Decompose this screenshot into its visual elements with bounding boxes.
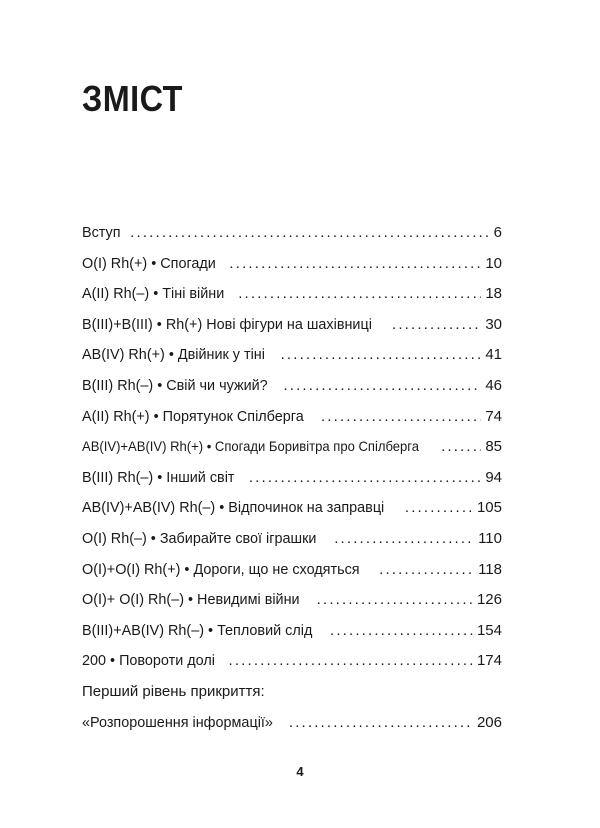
toc-entry-page: 10 bbox=[485, 254, 502, 272]
toc-entry-title: AB(IV)+AB(IV) Rh(–) • Відпочинок на заправці bbox=[82, 499, 385, 517]
toc-dot-leader bbox=[392, 310, 481, 341]
page-number: 4 bbox=[296, 764, 304, 779]
toc-entry-page: 174 bbox=[476, 652, 502, 670]
toc-entry-page: 110 bbox=[478, 529, 502, 547]
toc-entry-page: 18 bbox=[485, 285, 502, 303]
toc-entry-title: «Розпорошення інформації» bbox=[82, 713, 273, 731]
toc-dot-leader bbox=[281, 340, 482, 371]
toc-dot-leader bbox=[229, 249, 481, 280]
toc-entry-title: A(II) Rh(+) • Порятунок Спілберга bbox=[82, 407, 304, 425]
toc-entry bbox=[82, 402, 502, 433]
toc-entry bbox=[82, 463, 502, 494]
toc-entry-page: 206 bbox=[476, 713, 502, 731]
toc-entry bbox=[82, 524, 502, 555]
toc-entry bbox=[82, 371, 502, 402]
toc-dot-leader bbox=[334, 524, 474, 555]
toc-entry bbox=[82, 616, 502, 647]
toc-entry-page: 126 bbox=[476, 591, 502, 609]
toc-dot-leader bbox=[330, 616, 473, 647]
table-of-contents bbox=[82, 218, 502, 738]
toc-entry-title: A(II) Rh(–) • Тіні війни bbox=[82, 285, 225, 303]
toc-entry bbox=[82, 218, 502, 249]
toc-entry-title: B(III) Rh(–) • Свій чи чужий? bbox=[82, 376, 268, 394]
toc-entry-title: Вступ bbox=[82, 224, 121, 241]
toc-entry-page: 41 bbox=[485, 346, 502, 364]
toc-dot-leader bbox=[249, 463, 481, 494]
toc-entry bbox=[82, 493, 502, 524]
toc-entry-title: O(I) Rh(+) • Спогади bbox=[82, 254, 216, 272]
page-title: ЗМІСТ bbox=[82, 78, 183, 119]
toc-entry-title: 200 • Повороти долі bbox=[82, 652, 215, 670]
toc-dot-leader bbox=[405, 493, 473, 524]
toc-entry bbox=[82, 249, 502, 280]
toc-entry-page: 154 bbox=[476, 621, 502, 639]
toc-entry-heading-line: Перший рівень прикриття: bbox=[82, 682, 265, 700]
toc-entry-title: B(III) Rh(–) • Інший світ bbox=[82, 468, 235, 486]
toc-dot-leader bbox=[441, 432, 481, 463]
toc-dot-leader bbox=[289, 708, 473, 739]
toc-entry bbox=[82, 310, 502, 341]
toc-dot-leader bbox=[229, 646, 473, 677]
toc-entry-page: 118 bbox=[478, 560, 502, 578]
toc-entry-page: 74 bbox=[485, 407, 502, 425]
toc-entry bbox=[82, 432, 502, 463]
toc-entry-title: B(III)+B(III) • Rh(+) Нові фігури на шахівниці bbox=[82, 315, 372, 333]
toc-dot-leader bbox=[238, 279, 481, 310]
toc-entry-title: AB(IV) Rh(+) • Двійник у тіні bbox=[82, 346, 265, 364]
toc-dot-leader bbox=[379, 555, 474, 586]
toc-entry bbox=[82, 340, 502, 371]
toc-dot-leader bbox=[321, 402, 481, 433]
toc-dot-leader bbox=[317, 585, 473, 616]
toc-entry-title: O(I) Rh(–) • Забирайте свої іграшки bbox=[82, 529, 317, 547]
toc-entry bbox=[82, 708, 502, 739]
toc-entry-page: 30 bbox=[485, 315, 502, 333]
toc-entry-page: 105 bbox=[476, 499, 502, 517]
toc-entry-page: 6 bbox=[493, 224, 502, 241]
toc-dot-leader bbox=[283, 371, 481, 402]
toc-entry-title: AB(IV)+AB(IV) Rh(+) • Спогади Боривітра про Спілберга bbox=[82, 439, 420, 455]
toc-entry bbox=[82, 279, 502, 310]
toc-entry-title: O(I)+O(I) Rh(+) • Дороги, що не сходяться bbox=[82, 560, 360, 578]
toc-entry bbox=[82, 555, 502, 586]
toc-entry-title: O(I)+ O(I) Rh(–) • Невидимі війни bbox=[82, 591, 300, 609]
toc-entry-page: 94 bbox=[485, 468, 502, 486]
toc-entry-page: 85 bbox=[485, 438, 502, 456]
toc-entry bbox=[82, 646, 502, 677]
toc-entry-title: B(III)+AB(IV) Rh(–) • Тепловий слід bbox=[82, 621, 313, 639]
toc-entry-page: 46 bbox=[485, 376, 502, 394]
toc-dot-leader bbox=[130, 218, 489, 249]
toc-entry bbox=[82, 585, 502, 616]
